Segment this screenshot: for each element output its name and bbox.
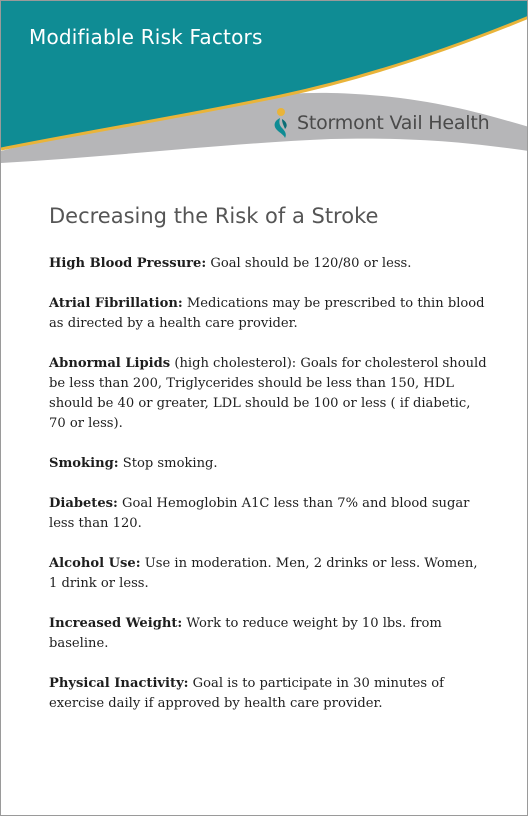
risk-factor-item [49,454,489,474]
risk-factor-item [49,354,489,434]
brand-name: Stormont Vail Health [297,112,490,134]
risk-factor-item [49,614,489,654]
risk-factor-list [49,254,489,734]
risk-factor-text: Work to reduce weight by 10 lbs. from baseline. [49,616,442,651]
header-title: Modifiable Risk Factors [29,25,263,49]
section-title: Decreasing the Risk of a Stroke [49,204,379,228]
logo-mark-icon [271,107,291,139]
risk-factor-text: Medications may be prescribed to thin blood as directed by a health care provider. [49,296,485,331]
risk-factor-item [49,554,489,594]
risk-factor-text: Goal is to participate in 30 minutes of exercise daily if approved by health care provider. [49,676,445,711]
risk-factor-label: Physical Inactivity: [49,676,189,691]
risk-factor-label: Alcohol Use: [49,556,141,571]
risk-factor-label: High Blood Pressure: [49,256,207,271]
risk-factor-text: Use in moderation. Men, 2 drinks or less. Women, 1 drink or less. [49,556,478,591]
risk-factor-item [49,674,489,714]
risk-factor-label: Increased Weight: [49,616,183,631]
risk-factor-label: Smoking: [49,456,119,471]
risk-factor-text: Stop smoking. [118,456,218,471]
risk-factor-label: Atrial Fibrillation: [49,296,183,311]
risk-factor-label: Abnormal Lipids [49,356,171,371]
risk-factor-text: (high cholesterol): Goals for cholesterol should be less than 200, Triglycerides should be less than 150, HDL should be 40 or greater, LDL should be 100 or less ( if diabetic, 70 or less). [49,356,487,431]
risk-factor-item [49,294,489,334]
risk-factor-item [49,494,489,534]
risk-factor-item [49,254,489,274]
risk-factor-text: Goal should be 120/80 or less. [206,256,412,271]
risk-factor-label: Diabetes: [49,496,118,511]
risk-factor-text: Goal Hemoglobin A1C less than 7% and blood sugar less than 120. [49,496,470,531]
brand-logo [271,107,489,139]
